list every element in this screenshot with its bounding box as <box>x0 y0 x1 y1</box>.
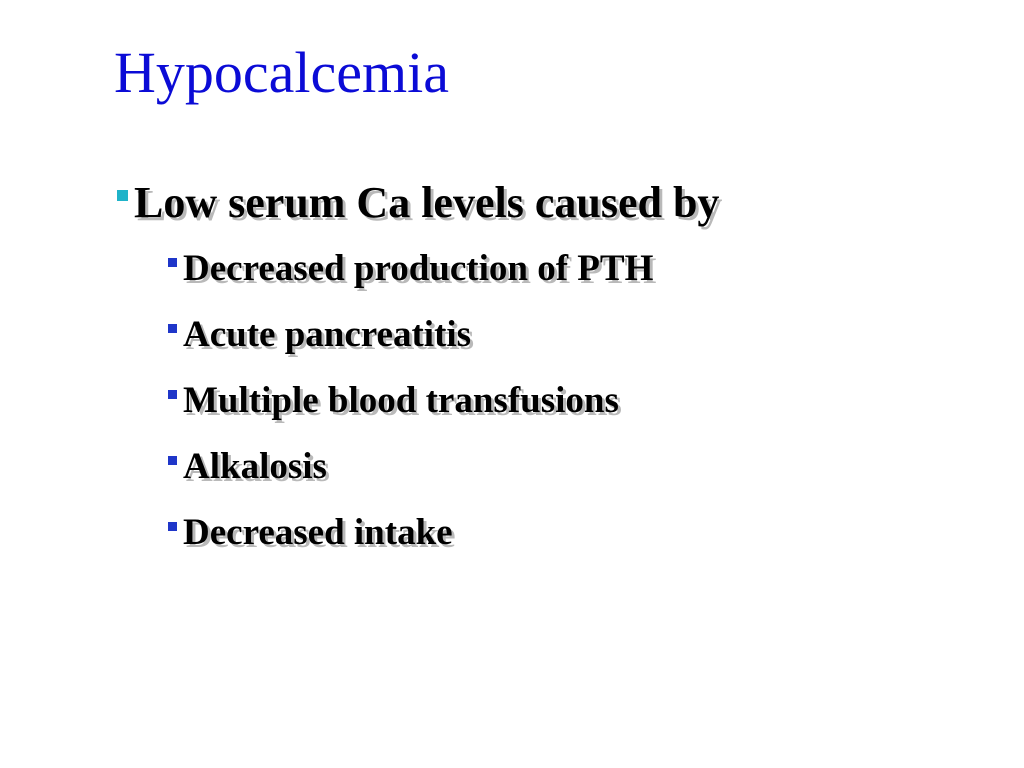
slide-title: Hypocalcemia <box>114 40 449 105</box>
sub-bullet-item <box>168 311 471 357</box>
bullet-item <box>117 174 719 230</box>
sub-bullet-text: Multiple blood transfusions <box>183 379 619 421</box>
square-bullet-icon <box>168 456 177 465</box>
square-bullet-icon <box>117 190 128 201</box>
square-bullet-icon <box>168 522 177 531</box>
sub-bullet-item <box>168 245 653 291</box>
bullet-text: Low serum Ca levels caused by <box>134 177 720 227</box>
sub-bullet-item <box>168 443 327 489</box>
square-bullet-icon <box>168 390 177 399</box>
sub-bullet-item <box>168 509 453 555</box>
square-bullet-icon <box>168 324 177 333</box>
sub-bullet-text: Acute pancreatitis <box>183 313 472 355</box>
sub-bullet-text: Decreased production of PTH <box>183 247 654 289</box>
sub-bullet-text: Decreased intake <box>183 511 453 553</box>
sub-bullet-item <box>168 377 619 423</box>
square-bullet-icon <box>168 258 177 267</box>
sub-bullet-text: Alkalosis <box>183 445 327 487</box>
